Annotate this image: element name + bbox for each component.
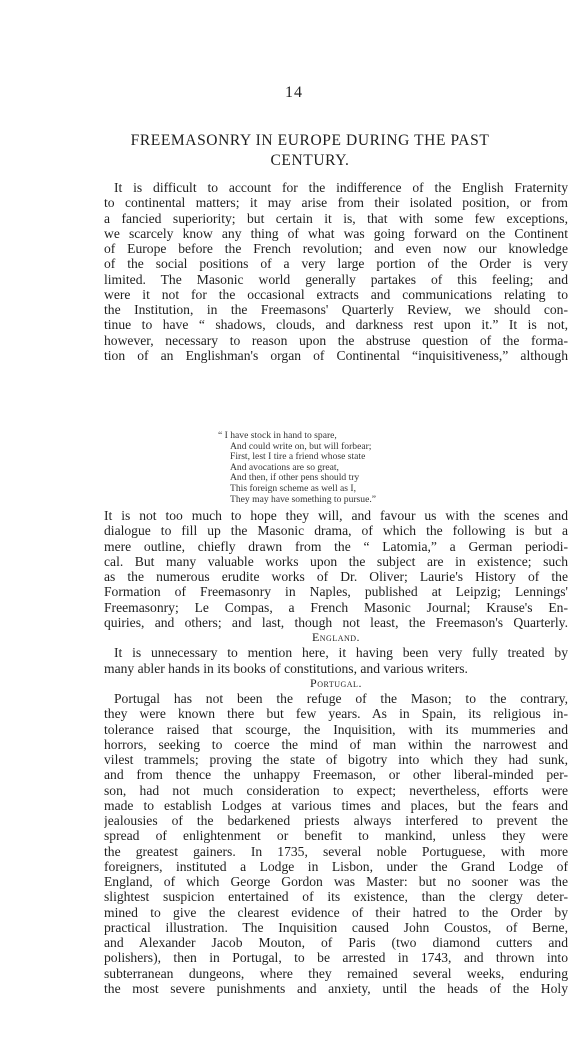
text-line: It is unnecessary to mention here, it having been very fully treated by: [114, 645, 568, 661]
text-line: many abler hands in its books of constitutions, and various writers.: [104, 660, 468, 676]
text-line: Formation of Freemasonry in Naples, published at Leipzig; Lennings': [104, 584, 568, 600]
chapter-title-line-2: CENTURY.: [270, 152, 350, 169]
text-line: tinue to have “ shadows, clouds, and darkness rest upon it.” It is not,: [104, 317, 568, 333]
verse-line: They may have something to pursue.”: [230, 493, 377, 505]
text-line: and Alexander Jacob Mouton, of Paris (two diamond cutters and: [104, 935, 568, 950]
verse-line: And avocations are so great,: [230, 461, 339, 473]
verse-quotation: [218, 430, 377, 505]
text-line: It is not too much to hope they will, and favour us with the scenes and: [104, 508, 568, 523]
text-line: mere outline, chiefly drawn from the “ Latomia,” a German periodi-: [104, 538, 568, 554]
chapter-title: [100, 131, 520, 171]
verse-line: And could write on, but will forbear;: [230, 440, 372, 452]
text-line: spread of enlightenment or benefit to mankind, unless they were: [104, 828, 568, 844]
text-line: polishers), then in Portugal, to be arrested in 1743, and thrown into: [104, 950, 568, 966]
text-line: to continental matters; it may arise from their isolated position, or from: [104, 195, 568, 211]
text-line: subterranean dungeons, where they remained several weeks, enduring: [104, 965, 568, 981]
chapter-title-line-1: FREEMASONRY IN EUROPE DURING THE PAST: [130, 132, 490, 149]
text-line: made to establish Lodges at various times and places, but the fears and: [104, 797, 568, 813]
text-line: mined to give the clearest evidence of their hatred to the Order by: [104, 904, 568, 920]
text-line: England, of which George Gordon was Master: but no sooner was the: [104, 874, 568, 889]
text-line: were it not for the occasional extracts and communications relating to: [104, 286, 568, 302]
text-line: of Europe before the French revolution; and even now our knowledge: [104, 241, 568, 256]
text-line: the greatest gainers. In 1735, several noble Portuguese, with more: [104, 843, 568, 859]
text-line: slightest suspicion entertained of its existence, than the clergy deter-: [104, 889, 568, 905]
text-line: they were known there but few years. As in Spain, its religious in-: [104, 706, 568, 722]
text-line: vilest trammels; proving the state of bigotry into which they had sunk,: [104, 752, 568, 767]
text-line: as the numerous erudite works of Dr. Oliver; Laurie's History of the: [104, 569, 568, 584]
section-heading-portugal: Portugal.: [310, 675, 362, 690]
text-line: jealousies of the bedarkened priests always interfered to prevent the: [104, 813, 568, 828]
text-line: cal. But many valuable works upon the subject are in existence; such: [104, 553, 568, 569]
text-line: Freemasonry; Le Compas, a French Masonic Journal; Krause's En-: [104, 599, 568, 615]
text-line: of the social positions of a very large portion of the Order is very: [104, 256, 568, 272]
text-line: however, necessary to reason upon the abstruse question of the forma-: [104, 332, 568, 348]
text-line: dialogue to fill up the Masonic drama, of which the following is but a: [104, 523, 568, 539]
paragraph-intro: [104, 180, 568, 363]
text-line: the Institution, in the Freemasons' Quarterly Review, we should con-: [104, 302, 568, 317]
text-line: tolerance raised that scourge, the Inquisition, with its mummeries and: [104, 721, 568, 737]
verse-line: First, lest I tire a friend whose state: [230, 451, 366, 463]
text-line: we scarcely know any thing of what was going forward on the Continent: [104, 225, 568, 241]
text-line: practical illustration. The Inquisition caused John Coustos, of Berne,: [104, 919, 568, 935]
text-line: and from thence the unhappy Freemason, or other liberal-minded per-: [104, 767, 568, 783]
text-line: foreigners, instituted a Lodge in Lisbon, under the Grand Lodge of: [104, 858, 568, 874]
verse-line: This foreign scheme as well as I,: [230, 482, 357, 494]
text-line: son, had not much consideration to expect; nevertheless, efforts were: [104, 782, 568, 798]
text-line: a fancied superiority; but certain it is, that with some few exceptions,: [104, 210, 568, 226]
verse-line: “ I have stock in hand to spare,: [218, 430, 337, 441]
paragraph-sources: [104, 508, 568, 996]
text-line: quiries, and others; and last, though not least, the Freemason's Quarterly.: [104, 614, 568, 630]
section-heading-england: England.: [311, 630, 361, 644]
text-line: tion of an Englishman's organ of Continental “inquisitiveness,” although: [104, 347, 568, 363]
text-line: the most severe punishments and anxiety, until the heads of the Holy: [104, 980, 568, 996]
text-line: It is difficult to account for the indifference of the English Fraternity: [114, 180, 568, 195]
verse-line: And then, if other pens should try: [230, 472, 360, 484]
text-line: limited. The Masonic world generally partakes of this feeling; and: [104, 271, 568, 287]
text-line: horrors, seeking to coerce the mind of man within the narrowest and: [104, 736, 568, 752]
page-number: 14: [285, 84, 303, 101]
text-line: Portugal has not been the refuge of the Mason; to the contrary,: [114, 691, 568, 706]
